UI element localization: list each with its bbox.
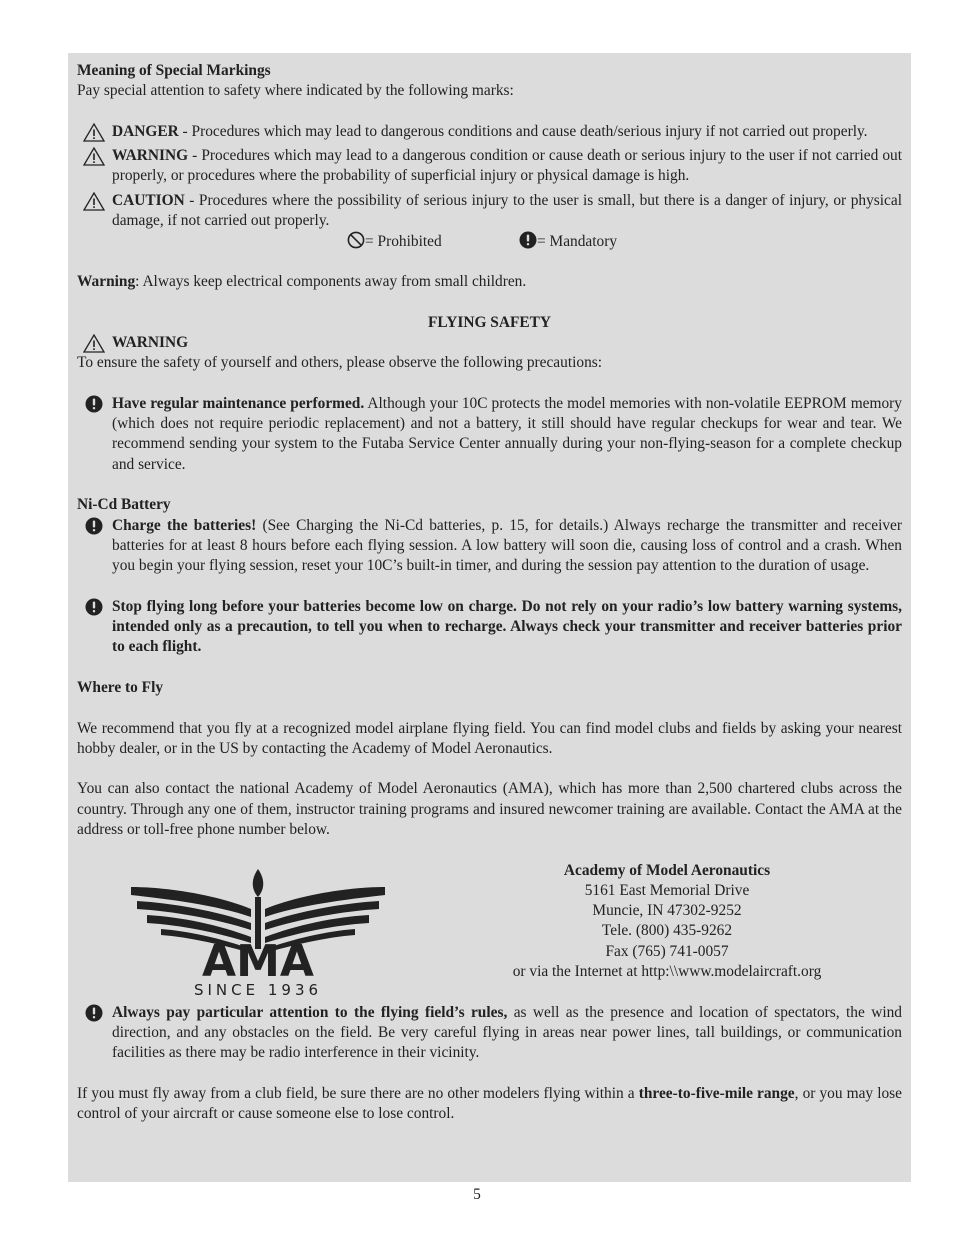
stop-flying-item [77,597,902,658]
field-rules-item [77,1003,902,1064]
ama-name: Academy of Model Aeronautics [563,861,771,879]
fly-away-pre: If you must fly away from a club field, be sure there are no other modelers flying within a [77,1084,639,1102]
nicd-title: Ni-Cd Battery [77,496,171,514]
ama-city: Muncie, IN 47302-9252 [592,902,742,920]
maintenance-bold: Have regular maintenance performed. [112,394,365,412]
field-rules-text: as well as the presence and location of spectators, the wind direction, and any obstacles on the field. Be very careful flying in areas near power lines, tall buildings, or communication facilities as there may be radio interference in their vicinity. [112,1003,902,1062]
flying-safety-heading: FLYING SAFETY [427,313,551,331]
page-number: 5 [473,1186,481,1203]
ama-logo-text: AMA [202,935,314,987]
fly-away-paragraph [77,1084,902,1125]
fly-away-bold: three-to-five-mile range [638,1084,795,1102]
ama-block [77,861,902,1003]
warning-item [77,146,902,187]
prohibited-icon [347,231,365,249]
warning-triangle-icon [83,334,105,353]
ama-logo-since: SINCE 1936 [193,980,323,997]
ama-web: or via the Internet at http:\\www.modelaircraft.org [512,963,822,981]
ama-logo [127,867,389,997]
ama-tel: Tele. (800) 435-9262 [601,922,733,940]
mandatory-icon [519,231,537,249]
field-rules-bold: Always pay particular attention to the flying field’s rules, [112,1003,508,1021]
caution-item [77,191,902,232]
mandatory-legend [519,231,617,252]
danger-item [77,122,902,142]
where-paragraph-2: You can also contact the national Academy of Model Aeronautics (AMA), which has more than 2,500 chartered clubs across the country. Through any one of them, instructor training programs and insured newcomer training are available. Contact the AMA at the address or toll-free phone number below. [77,780,902,838]
symbol-legend [77,231,902,251]
warning-label: WARNING [112,147,189,165]
charge-item [77,516,902,577]
maintenance-item [77,394,902,475]
ama-address [477,861,857,983]
ama-street: 5161 East Memorial Drive [584,881,750,899]
prohibited-legend [347,231,442,252]
warning-note-label: Warning [77,272,136,290]
caution-label: CAUTION [112,191,185,209]
where-paragraph-1: We recommend that you fly at a recognized model airplane flying field. You can find model clubs and fields by asking your nearest hobby dealer, or in the US by contacting the Academy of Model Aeronautics. [77,719,902,757]
charge-bold: Charge the batteries! [112,516,257,534]
stop-flying-text: Stop flying long before your batteries become low on charge. Do not rely on your radio’s low battery warning systems, intended only as a precaution, to tell you when to recharge. Always check your transmitter and receiver batteries prior to each flight. [112,597,902,656]
danger-label: DANGER [112,122,179,140]
warning-note-text: : Always keep electrical components away from small children. [135,272,527,290]
danger-text: - Procedures which may lead to dangerous conditions and cause death/serious injury if not carried out properly. [178,122,868,140]
mandatory-icon [85,598,103,616]
flying-safety-warning-label: WARNING [112,333,189,351]
mandatory-icon [85,395,103,413]
warning-triangle-icon [83,123,105,142]
warning-triangle-icon [83,192,105,211]
flying-safety-warning [77,333,902,353]
markings-intro: Pay special attention to safety where indicated by the following marks: [77,82,514,100]
flying-safety-intro: To ensure the safety of yourself and others, please observe the following precautions: [77,354,603,372]
ama-fax: Fax (765) 741-0057 [605,942,729,960]
mandatory-icon [85,1004,103,1022]
warning-note [77,272,902,292]
markings-title: Meaning of Special Markings [77,62,271,79]
prohibited-label: = Prohibited [365,233,442,251]
fly-away-post: , or you may lose control of your aircraft or cause someone else to lose control. [77,1084,903,1123]
warning-text: - Procedures which may lead to a dangerous condition or cause death or serious injury to the user if not carried out properly, or procedures where the probability of superficial injury or physical damage is high. [112,147,902,185]
caution-text: - Procedures where the possibility of serious injury to the user is small, but there is a danger of injury, or physical damage, if not carried out properly. [112,191,902,230]
mandatory-icon [85,517,103,535]
maintenance-text: Although your 10C protects the model memories with non-volatile EEPROM memory (which does not require periodic replacement) and not a battery, it still should have regular checkups for wear and tear. We recommend sending your system to the Futaba Service Center annually during your non-flying-season for a complete checkup and service. [112,394,902,473]
content-panel [68,53,911,1182]
charge-text: (See Charging the Ni-Cd batteries, p. 15, for details.) Always recharge the transmitter and receiver batteries for at least 8 hours before each flying session. A low battery will soon die, causing loss of control and a crash. When you begin your flying session, reset your 10C’s built-in timer, and during the session pay attention to the duration of usage. [112,516,903,575]
where-title: Where to Fly [77,678,164,696]
mandatory-label: = Mandatory [537,233,618,251]
warning-triangle-icon [83,147,105,166]
